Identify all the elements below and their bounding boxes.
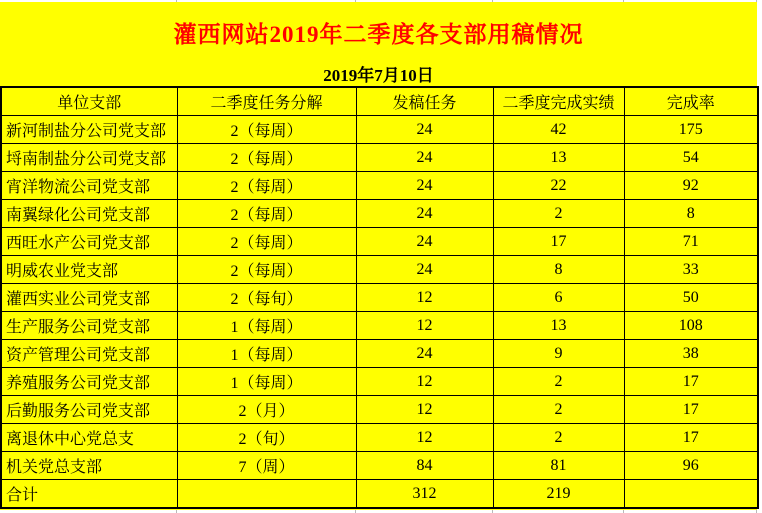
cell-unit[interactable]: 后勤服务公司党支部 <box>1 396 177 424</box>
cell-actual[interactable]: 2 <box>493 200 624 228</box>
cell-task[interactable]: 24 <box>356 144 493 172</box>
table-row <box>1 312 758 340</box>
cell-actual[interactable]: 17 <box>493 228 624 256</box>
cell-unit[interactable]: 机关党总支部 <box>1 452 177 480</box>
cell-unit[interactable]: 新河制盐分公司党支部 <box>1 116 177 144</box>
cell-unit[interactable]: 南翼绿化公司党支部 <box>1 200 177 228</box>
cell-quota[interactable]: 2（每周） <box>177 200 356 228</box>
cell-task[interactable]: 24 <box>356 256 493 284</box>
cell-quota[interactable]: 2（每周） <box>177 172 356 200</box>
table-row <box>1 424 758 452</box>
cell-unit[interactable]: 合计 <box>1 480 177 509</box>
cell-actual[interactable]: 9 <box>493 340 624 368</box>
cell-task[interactable]: 12 <box>356 424 493 452</box>
cell-quota[interactable]: 2（旬） <box>177 424 356 452</box>
cell-task[interactable]: 84 <box>356 452 493 480</box>
cell-quota[interactable]: 2（每周） <box>177 144 356 172</box>
cell-unit[interactable]: 埒南制盐分公司党支部 <box>1 144 177 172</box>
cell-task[interactable]: 12 <box>356 312 493 340</box>
cell-task[interactable]: 12 <box>356 396 493 424</box>
cell-task[interactable]: 312 <box>356 480 493 509</box>
cell-unit[interactable]: 资产管理公司党支部 <box>1 340 177 368</box>
column-header-actual[interactable]: 二季度完成实绩 <box>493 87 624 116</box>
cell-unit[interactable]: 离退休中心党总支 <box>1 424 177 452</box>
cell-rate[interactable]: 96 <box>624 452 758 480</box>
report-table <box>0 86 759 509</box>
cell-task[interactable]: 12 <box>356 368 493 396</box>
cell-rate[interactable] <box>624 480 758 509</box>
cell-rate[interactable]: 54 <box>624 144 758 172</box>
table-row <box>1 396 758 424</box>
table-row <box>1 284 758 312</box>
cell-quota[interactable] <box>177 480 356 509</box>
cell-quota[interactable]: 7（周） <box>177 452 356 480</box>
table-row <box>1 116 758 144</box>
cell-task[interactable]: 24 <box>356 340 493 368</box>
table-row <box>1 368 758 396</box>
table-row <box>1 256 758 284</box>
cell-rate[interactable]: 175 <box>624 116 758 144</box>
cell-rate[interactable]: 8 <box>624 200 758 228</box>
cell-rate[interactable]: 17 <box>624 396 758 424</box>
table-row <box>1 452 758 480</box>
cell-actual[interactable]: 42 <box>493 116 624 144</box>
column-header-rate[interactable]: 完成率 <box>624 87 758 116</box>
cell-quota[interactable]: 1（每周） <box>177 340 356 368</box>
cell-rate[interactable]: 33 <box>624 256 758 284</box>
cell-actual[interactable]: 13 <box>493 312 624 340</box>
cell-actual[interactable]: 81 <box>493 452 624 480</box>
total-row <box>1 480 758 509</box>
cell-quota[interactable]: 2（每周） <box>177 116 356 144</box>
cell-unit[interactable]: 灌西实业公司党支部 <box>1 284 177 312</box>
cell-task[interactable]: 24 <box>356 116 493 144</box>
cell-actual[interactable]: 13 <box>493 144 624 172</box>
column-header-unit[interactable]: 单位支部 <box>1 87 177 116</box>
table-row <box>1 172 758 200</box>
cell-task[interactable]: 24 <box>356 200 493 228</box>
cell-rate[interactable]: 17 <box>624 368 758 396</box>
cell-quota[interactable]: 1（每周） <box>177 312 356 340</box>
cell-rate[interactable]: 38 <box>624 340 758 368</box>
cell-quota[interactable]: 2（每旬） <box>177 284 356 312</box>
cell-quota[interactable]: 2（每周） <box>177 256 356 284</box>
cell-unit[interactable]: 生产服务公司党支部 <box>1 312 177 340</box>
cell-unit[interactable]: 明威农业党支部 <box>1 256 177 284</box>
cell-unit[interactable]: 养殖服务公司党支部 <box>1 368 177 396</box>
report-date: 2019年7月10日 <box>323 66 434 85</box>
cell-quota[interactable]: 1（每周） <box>177 368 356 396</box>
table-row <box>1 340 758 368</box>
cell-actual[interactable]: 6 <box>493 284 624 312</box>
cell-actual[interactable]: 2 <box>493 368 624 396</box>
table-row <box>1 144 758 172</box>
cell-rate[interactable]: 17 <box>624 424 758 452</box>
column-header-task[interactable]: 发稿任务 <box>356 87 493 116</box>
cell-rate[interactable]: 92 <box>624 172 758 200</box>
table-row <box>1 200 758 228</box>
cell-unit[interactable]: 宵洋物流公司党支部 <box>1 172 177 200</box>
cell-unit[interactable]: 西旺水产公司党支部 <box>1 228 177 256</box>
cell-actual[interactable]: 2 <box>493 396 624 424</box>
cell-actual[interactable]: 219 <box>493 480 624 509</box>
cell-actual[interactable]: 22 <box>493 172 624 200</box>
header-row <box>1 87 758 116</box>
column-header-quota[interactable]: 二季度任务分解 <box>177 87 356 116</box>
cell-actual[interactable]: 8 <box>493 256 624 284</box>
table-row <box>1 228 758 256</box>
cell-task[interactable]: 24 <box>356 228 493 256</box>
cell-quota[interactable]: 2（每周） <box>177 228 356 256</box>
cell-rate[interactable]: 71 <box>624 228 758 256</box>
cell-rate[interactable]: 50 <box>624 284 758 312</box>
cell-rate[interactable]: 108 <box>624 312 758 340</box>
cell-actual[interactable]: 2 <box>493 424 624 452</box>
cell-quota[interactable]: 2（月） <box>177 396 356 424</box>
cell-task[interactable]: 24 <box>356 172 493 200</box>
cell-task[interactable]: 12 <box>356 284 493 312</box>
report-title: 灌西网站2019年二季度各支部用稿情况 <box>173 22 584 47</box>
